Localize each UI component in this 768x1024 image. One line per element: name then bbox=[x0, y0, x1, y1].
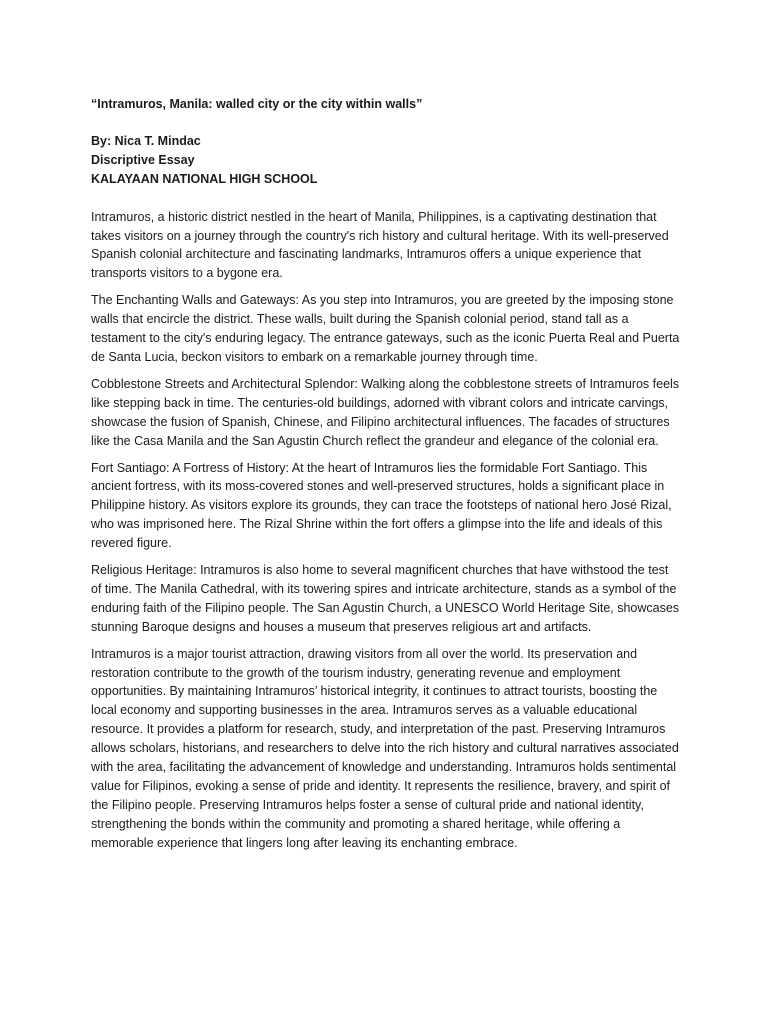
author-line: By: Nica T. Mindac bbox=[91, 133, 201, 148]
paragraph-intro: Intramuros, a historic district nestled in the heart of Manila, Philippines, is a captivating destination that takes visitors on a journey through the country's rich history and cultural heritage. With its well-preserved Spanish colonial architecture and fascinating landmarks, Intramuros offers a unique experience that transports visitors to a bygone era. bbox=[91, 209, 669, 281]
paragraph-fort-santiago: Fort Santiago: A Fortress of History: At the heart of Intramuros lies the formidable Fort Santiago. This ancient fortress, with its moss-covered stones and well-preserved structures, holds a significant place in Philippine history. As visitors explore its grounds, they can trace the footsteps of national hero José Rizal, who was imprisoned here. The Rizal Shrine within the fort offers a glimpse into the life and ideals of this revered figure. bbox=[91, 460, 672, 551]
paragraph-religious-heritage: Religious Heritage: Intramuros is also home to several magnificent churches that have withstood the test of time. The Manila Cathedral, with its towering spires and intricate architecture, stands as a symbol of the enduring faith of the Filipino people. The San Agustin Church, a UNESCO World Heritage Site, showcases stunning Baroque designs and houses a museum that preserves religious art and artifacts. bbox=[91, 563, 680, 634]
genre-line: Discriptive Essay bbox=[91, 152, 195, 167]
school-line: KALAYAAN NATIONAL HIGH SCHOOL bbox=[91, 171, 318, 186]
paragraph-walls-gateways: The Enchanting Walls and Gateways: As you step into Intramuros, you are greeted by the imposing stone walls that encircle the district. These walls, built during the Spanish colonial period, stand tall as a testament to the city's enduring legacy. The entrance gateways, such as the iconic Puerta Real and Puerta de Santa Lucia, beckon visitors to embark on a remarkable journey through time. bbox=[91, 293, 680, 364]
paragraph-streets-architecture: Cobblestone Streets and Architectural Splendor: Walking along the cobblestone streets of Intramuros feels like stepping back in time. The centuries-old buildings, adorned with vibrant colors and intricate carvings, showcase the fusion of Spanish, Chinese, and Filipino architectural influences. The facades of structures like the Casa Manila and the San Agustin Church reflect the grandeur and elegance of the colonial era. bbox=[91, 376, 680, 448]
byline-block bbox=[91, 132, 681, 189]
paragraph-conclusion: Intramuros is a major tourist attraction, drawing visitors from all over the world. Its preservation and restoration contribute to the growth of the tourism industry, generating revenue and employment opportunities. By maintaining Intramuros’ historical integrity, it continues to attract tourists, boosting the local economy and supporting businesses in the area. Intramuros serves as a valuable educational resource. It provides a platform for research, study, and interpretation of the past. Preserving Intramuros allows scholars, historians, and researchers to delve into the rich history and cultural narratives associated with the area, facilitating the advancement of knowledge and understanding. Intramuros holds sentimental value for Filipinos, evoking a sense of pride and identity. It represents the resilience, bravery, and spirit of the Filipino people. Preserving Intramuros helps foster a sense of cultural pride and national identity, strengthening the bonds within the community and promoting a shared heritage, while offering a memorable experience that lingers long after leaving its enchanting embrace. bbox=[91, 646, 679, 850]
essay-page bbox=[91, 95, 681, 861]
essay-title: “Intramuros, Manila: walled city or the city within walls” bbox=[91, 97, 423, 111]
